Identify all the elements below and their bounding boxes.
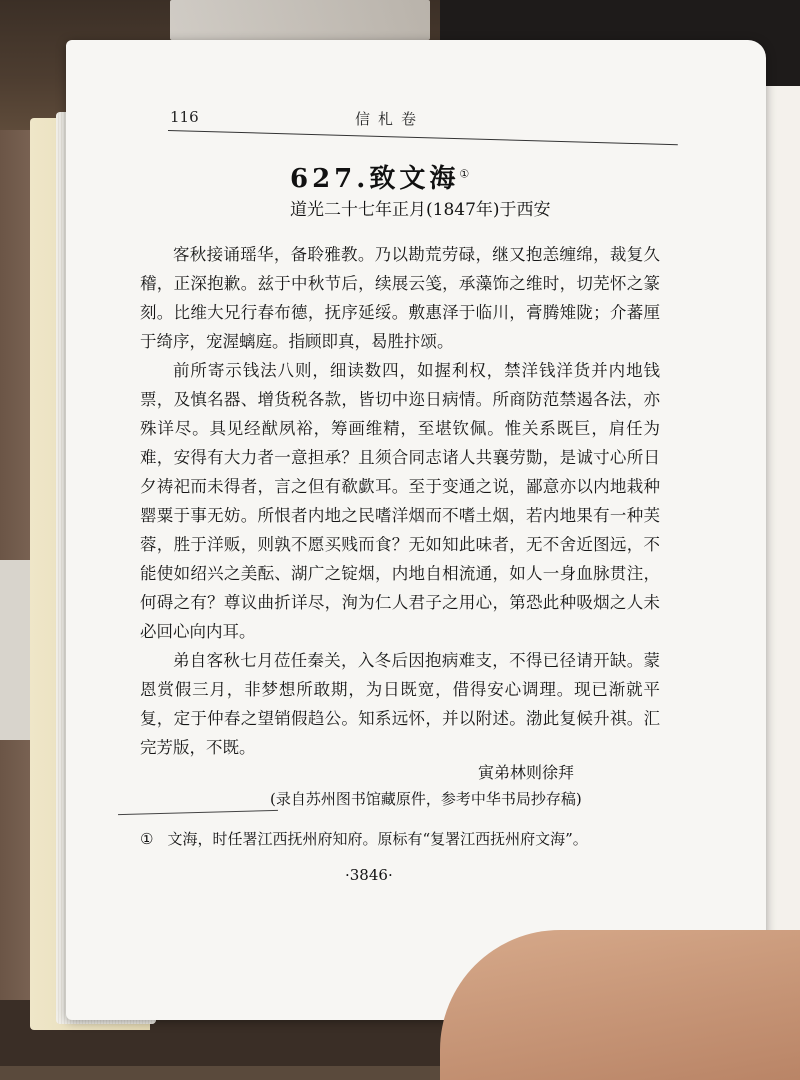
letter-title	[290, 158, 469, 195]
paragraph: 前所寄示钱法八则，细读数四，如握利权，禁洋钱洋货并内地钱票，及慎名器、增货税各款，皆切中迩日病情。所商防范禁遏各法，亦殊详尽。具见经猷夙裕，筹画维精，至堪钦佩。惟关系既巨，肩任为难，安得有大力者一意担承？且须合同志诸人共襄劳勚，是诚寸心所日夕祷祀而未得者，言之但有欷歔耳。至于变通之说，鄙意亦以内地栽种罂粟于事无妨。所恨者内地之民嗜洋烟而不嗜土烟，若内地果有一种芙蓉，胜于洋贩，则孰不愿买贱而食？无如知此味者，无不舍近图远，不能使如绍兴之美酝、湖广之锭烟，内地自相流通，如人一身血脉贯注，何碍之有？尊议曲折详尽，洵为仁人君子之用心，第恐此种吸烟之人未必回心向内耳。	[140, 361, 660, 641]
footnote-reference: ①	[459, 167, 470, 181]
letter-number: 627.	[290, 164, 370, 194]
running-section-title: 信札卷	[355, 110, 425, 128]
hand	[440, 930, 800, 1080]
page-footer-number: ·3846·	[345, 866, 393, 884]
footnote-mark: ①	[140, 830, 154, 848]
letter-body	[140, 240, 660, 762]
letter-source-note: (录自苏州图书馆藏原件，参考中华书局抄存稿)	[270, 790, 582, 808]
background-shelf	[170, 0, 430, 40]
footnote	[140, 828, 588, 849]
running-page-number: 116	[170, 108, 199, 126]
letter-signature: 寅弟林则徐拜	[478, 763, 575, 782]
paragraph: 弟自客秋七月莅任秦关，入冬后因抱病难支，不得已径请开缺。蒙恩赏假三月，非梦想所敢期，为日既宽，借得安心调理。现已渐就平复，定于仲春之望销假趋公。知系远怀，并以附述。渤此复候升祺。汇完芳版，不既。	[140, 651, 660, 757]
footnote-text: 文海，时任署江西抚州府知府。原标有“复署江西抚州府文海”。	[167, 830, 588, 848]
paragraph: 客秋接诵瑶华，备聆雅教。乃以勘荒劳碌，继又抱恙缠绵，裁复久稽，正深抱歉。兹于中秋节后，续展云笺，承藻饰之维时，切芜怀之篆刻。比维大兄行春布德，抚序延绥。敷惠泽于临川，膏腾雉陇；介蕃厘于绮序，宠渥螭庭。指顾即真，曷胜抃颂。	[140, 245, 660, 351]
letter-date-place: 道光二十七年正月(1847年)于西安	[290, 200, 551, 220]
letter-recipient: 致文海	[369, 164, 460, 194]
